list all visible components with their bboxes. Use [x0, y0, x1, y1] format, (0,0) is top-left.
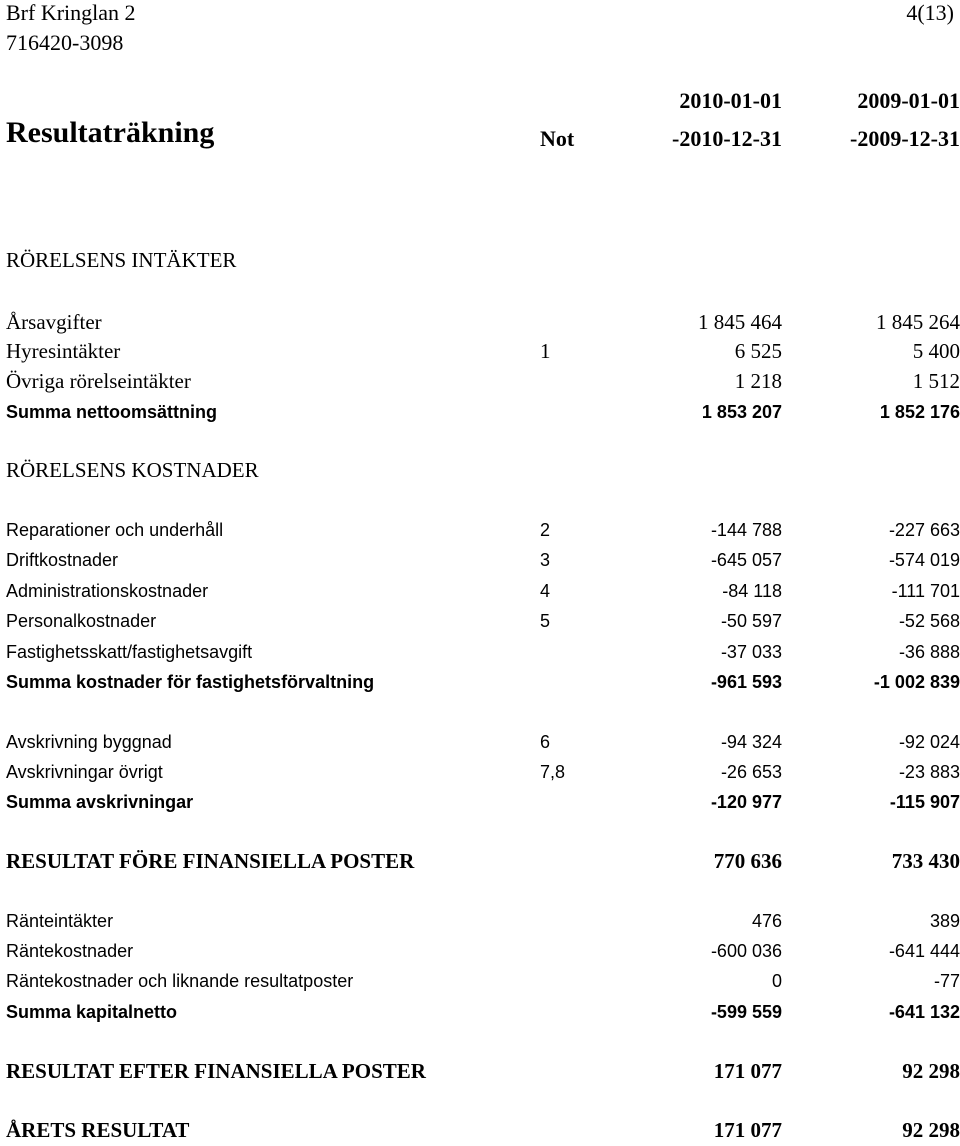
- row-label: Summa kostnader för fastighetsförvaltning: [6, 672, 375, 692]
- row-previous-value: -641 132: [888, 1002, 960, 1022]
- row-summa-avskrivningar: [0, 790, 960, 818]
- note-column-header: Not: [540, 126, 575, 151]
- row-avskrivning-byggnad: [0, 730, 960, 758]
- row-note: 3: [540, 550, 551, 570]
- row-label: Summa avskrivningar: [6, 792, 194, 812]
- row-previous-value: 1 845 264: [876, 310, 960, 334]
- row-current-value: -37 033: [720, 642, 782, 662]
- row-previous-value: -36 888: [898, 642, 960, 662]
- row-label: RESULTAT EFTER FINANSIELLA POSTER: [6, 1059, 426, 1083]
- row-ovriga-rorelseintakter: [0, 369, 960, 397]
- previous-period-start: 2009-01-01: [857, 88, 960, 113]
- row-hyresintakter: [0, 339, 960, 367]
- row-current-value: 476: [751, 911, 782, 931]
- row-administrationskostnader: [0, 579, 960, 607]
- row-rantekostnader-liknande: [0, 969, 960, 997]
- row-previous-value: 1 512: [912, 369, 960, 393]
- row-previous-value: 733 430: [891, 849, 960, 873]
- current-period-end: -2010-12-31: [672, 126, 782, 151]
- row-current-value: -645 057: [710, 550, 782, 570]
- row-label: Reparationer och underhåll: [6, 520, 224, 540]
- row-label: Hyresintäkter: [6, 339, 121, 363]
- row-current-value: 6 525: [734, 339, 782, 363]
- row-previous-value: -52 568: [898, 611, 960, 631]
- row-label: Avskrivning byggnad: [6, 732, 172, 752]
- row-note: 4: [540, 581, 551, 601]
- row-previous-value: -77: [933, 971, 960, 991]
- row-previous-value: 389: [929, 911, 960, 931]
- row-current-value: -120 977: [710, 792, 782, 812]
- row-current-value: -600 036: [710, 941, 782, 961]
- current-period-start: 2010-01-01: [679, 88, 782, 113]
- row-current-value: 0: [771, 971, 782, 991]
- row-note: 7,8: [540, 762, 566, 782]
- page-number: 4(13): [906, 0, 954, 25]
- row-previous-value: -227 663: [888, 520, 960, 540]
- row-current-value: 171 077: [713, 1118, 782, 1142]
- row-label: Räntekostnader: [6, 941, 134, 961]
- row-previous-value: -92 024: [898, 732, 960, 752]
- row-label: Avskrivningar övrigt: [6, 762, 163, 782]
- row-label: Ränteintäkter: [6, 911, 114, 931]
- row-label: Räntekostnader och liknande resultatposter: [6, 971, 354, 991]
- row-previous-value: -115 907: [889, 792, 960, 812]
- row-label: Summa nettoomsättning: [6, 402, 218, 422]
- costs-section-heading: RÖRELSENS KOSTNADER: [6, 458, 259, 482]
- row-label: Administrationskostnader: [6, 581, 209, 601]
- row-label: Driftkostnader: [6, 550, 119, 570]
- row-previous-value: 1 852 176: [879, 402, 960, 422]
- row-previous-value: -574 019: [888, 550, 960, 570]
- row-summa-nettoomsattning: [0, 400, 960, 428]
- row-current-value: 1 853 207: [701, 402, 782, 422]
- row-fastighetsskatt: [0, 640, 960, 668]
- row-resultat-efter-finansiella-poster: [0, 1059, 960, 1087]
- row-arsavgifter: [0, 310, 960, 338]
- row-note: 5: [540, 611, 551, 631]
- row-label: ÅRETS RESULTAT: [6, 1118, 190, 1142]
- organization-number: 716420-3098: [6, 30, 124, 55]
- row-rantekostnader: [0, 939, 960, 967]
- row-current-value: -50 597: [720, 611, 782, 631]
- row-summa-kapitalnetto: [0, 1000, 960, 1028]
- row-personalkostnader: [0, 609, 960, 637]
- row-driftkostnader: [0, 548, 960, 576]
- row-previous-value: 5 400: [912, 339, 960, 363]
- row-label: Övriga rörelseintäkter: [6, 369, 191, 393]
- row-label: Årsavgifter: [6, 310, 102, 334]
- row-previous-value: -111 701: [891, 581, 960, 601]
- revenue-section-heading: RÖRELSENS INTÄKTER: [6, 248, 237, 272]
- row-ranteintakter: [0, 909, 960, 937]
- row-current-value: -94 324: [720, 732, 782, 752]
- row-current-value: -599 559: [710, 1002, 782, 1022]
- row-current-value: -144 788: [710, 520, 782, 540]
- row-current-value: -26 653: [720, 762, 782, 782]
- row-note: 6: [540, 732, 551, 752]
- row-label: RESULTAT FÖRE FINANSIELLA POSTER: [6, 849, 415, 873]
- row-current-value: 1 218: [734, 369, 782, 393]
- row-resultat-fore-finansiella-poster: [0, 849, 960, 877]
- row-label: Personalkostnader: [6, 611, 157, 631]
- row-previous-value: -1 002 839: [873, 672, 960, 692]
- row-reparationer: [0, 518, 960, 546]
- row-label: Summa kapitalnetto: [6, 1002, 178, 1022]
- previous-period-end: -2009-12-31: [850, 126, 960, 151]
- row-note: 2: [540, 520, 551, 540]
- row-label: Fastighetsskatt/fastighetsavgift: [6, 642, 253, 662]
- row-previous-value: 92 298: [902, 1059, 960, 1083]
- row-summa-kostnader: [0, 670, 960, 698]
- row-current-value: -84 118: [722, 581, 782, 601]
- row-current-value: 171 077: [713, 1059, 782, 1083]
- page-title: Resultaträkning: [6, 116, 215, 149]
- row-note: 1: [540, 339, 551, 363]
- organization-name: Brf Kringlan 2: [6, 0, 136, 25]
- row-current-value: 770 636: [713, 849, 782, 873]
- row-previous-value: -23 883: [898, 762, 960, 782]
- row-current-value: 1 845 464: [698, 310, 782, 334]
- row-previous-value: 92 298: [902, 1118, 960, 1142]
- row-previous-value: -641 444: [888, 941, 960, 961]
- row-current-value: -961 593: [710, 672, 782, 692]
- row-avskrivningar-ovrigt: [0, 760, 960, 788]
